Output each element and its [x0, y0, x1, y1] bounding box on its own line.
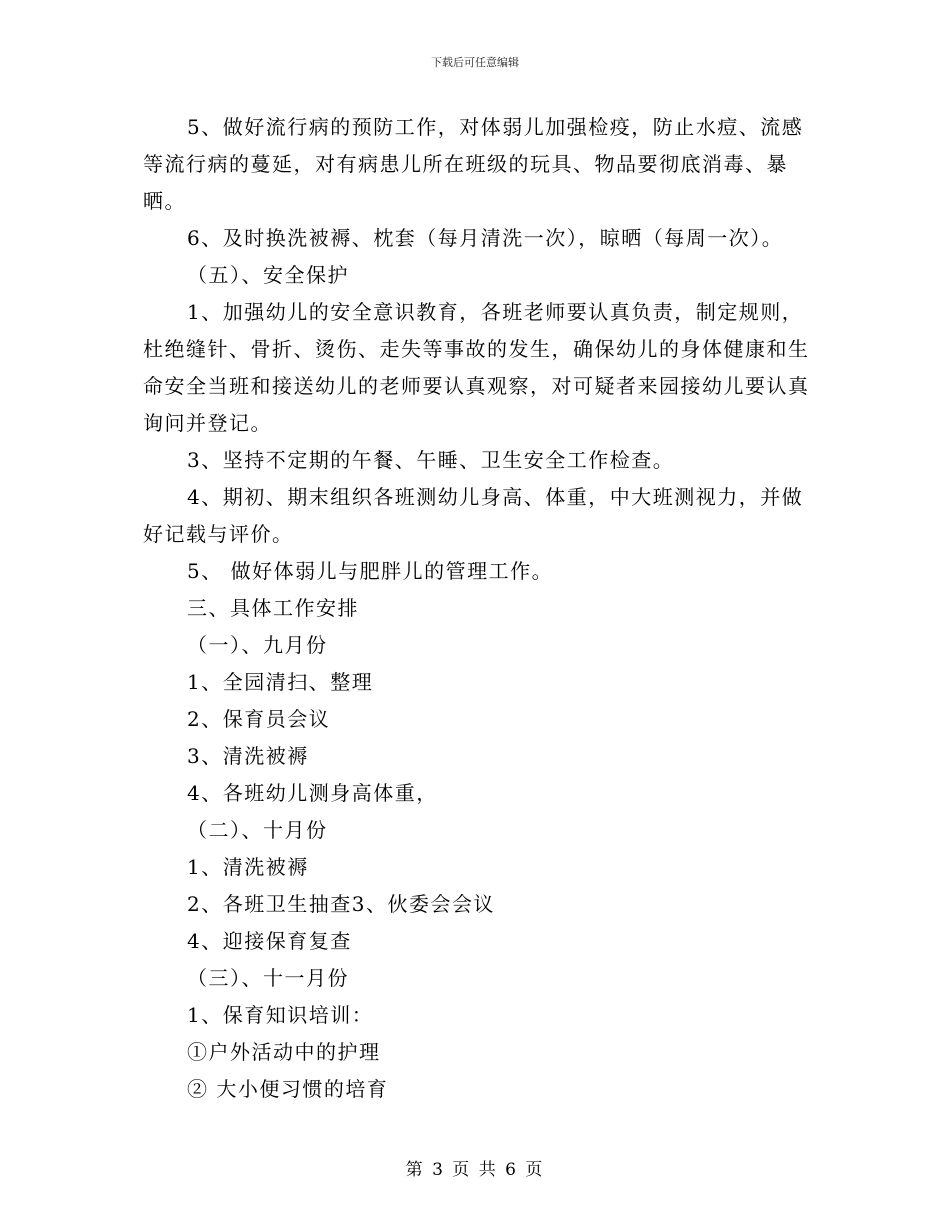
document-body: [143, 109, 813, 1108]
list-item: 1、清洗被褥: [187, 855, 309, 879]
list-item: 4、各班幼儿测身高体重，: [187, 781, 438, 805]
paragraph: 6、及时换洗被褥、枕套（每月清洗一次），晾晒（每周一次）。: [187, 226, 784, 250]
list-item: 3、清洗被褥: [187, 744, 309, 768]
paragraph: 3、坚持不定期的午餐、午睡、卫生安全工作检查。: [187, 448, 675, 472]
paragraph: 5、做好流行病的预防工作，对体弱儿加强检疫，防止水痘、流感等流行病的蔓延，对有病患儿所在班级的玩具、物品要彻底消毒、暴晒。: [143, 115, 804, 213]
header-note: 下载后可任意编辑: [431, 56, 519, 69]
subsection-heading: （一）、九月份: [187, 633, 328, 657]
page-number-footer: 第 3 页 共 6 页: [405, 1160, 545, 1180]
list-item: ② 大小便习惯的培育: [187, 1077, 389, 1101]
list-item: 1、保育知识培训：: [187, 1003, 374, 1027]
list-item: 1、全园清扫、整理: [187, 670, 374, 694]
list-item: ①户外活动中的护理: [187, 1040, 381, 1064]
subsection-heading: （二）、十月份: [187, 818, 328, 842]
paragraph: 1、加强幼儿的安全意识教育，各班老师要认真负责，制定规则，杜绝缝针、骨折、烫伤、走失等事故的发生，确保幼儿的身体健康和生命安全当班和接送幼儿的老师要认真观察，对可疑者来园接幼儿要认真询问并登记。: [143, 300, 810, 435]
section-heading: 三、具体工作安排: [187, 596, 359, 620]
list-item: 2、保育员会议: [187, 707, 331, 731]
section-heading: （五）、安全保护: [187, 263, 349, 287]
paragraph: 5、 做好体弱儿与肥胖儿的管理工作。: [187, 559, 554, 583]
list-item: 2、各班卫生抽查3、伙委会会议: [187, 892, 495, 916]
paragraph: 4、期初、期末组织各班测幼儿身高、体重，中大班测视力，并做好记载与评价。: [143, 485, 804, 546]
subsection-heading: （三）、十一月份: [187, 966, 349, 990]
list-item: 4、迎接保育复查: [187, 929, 352, 953]
